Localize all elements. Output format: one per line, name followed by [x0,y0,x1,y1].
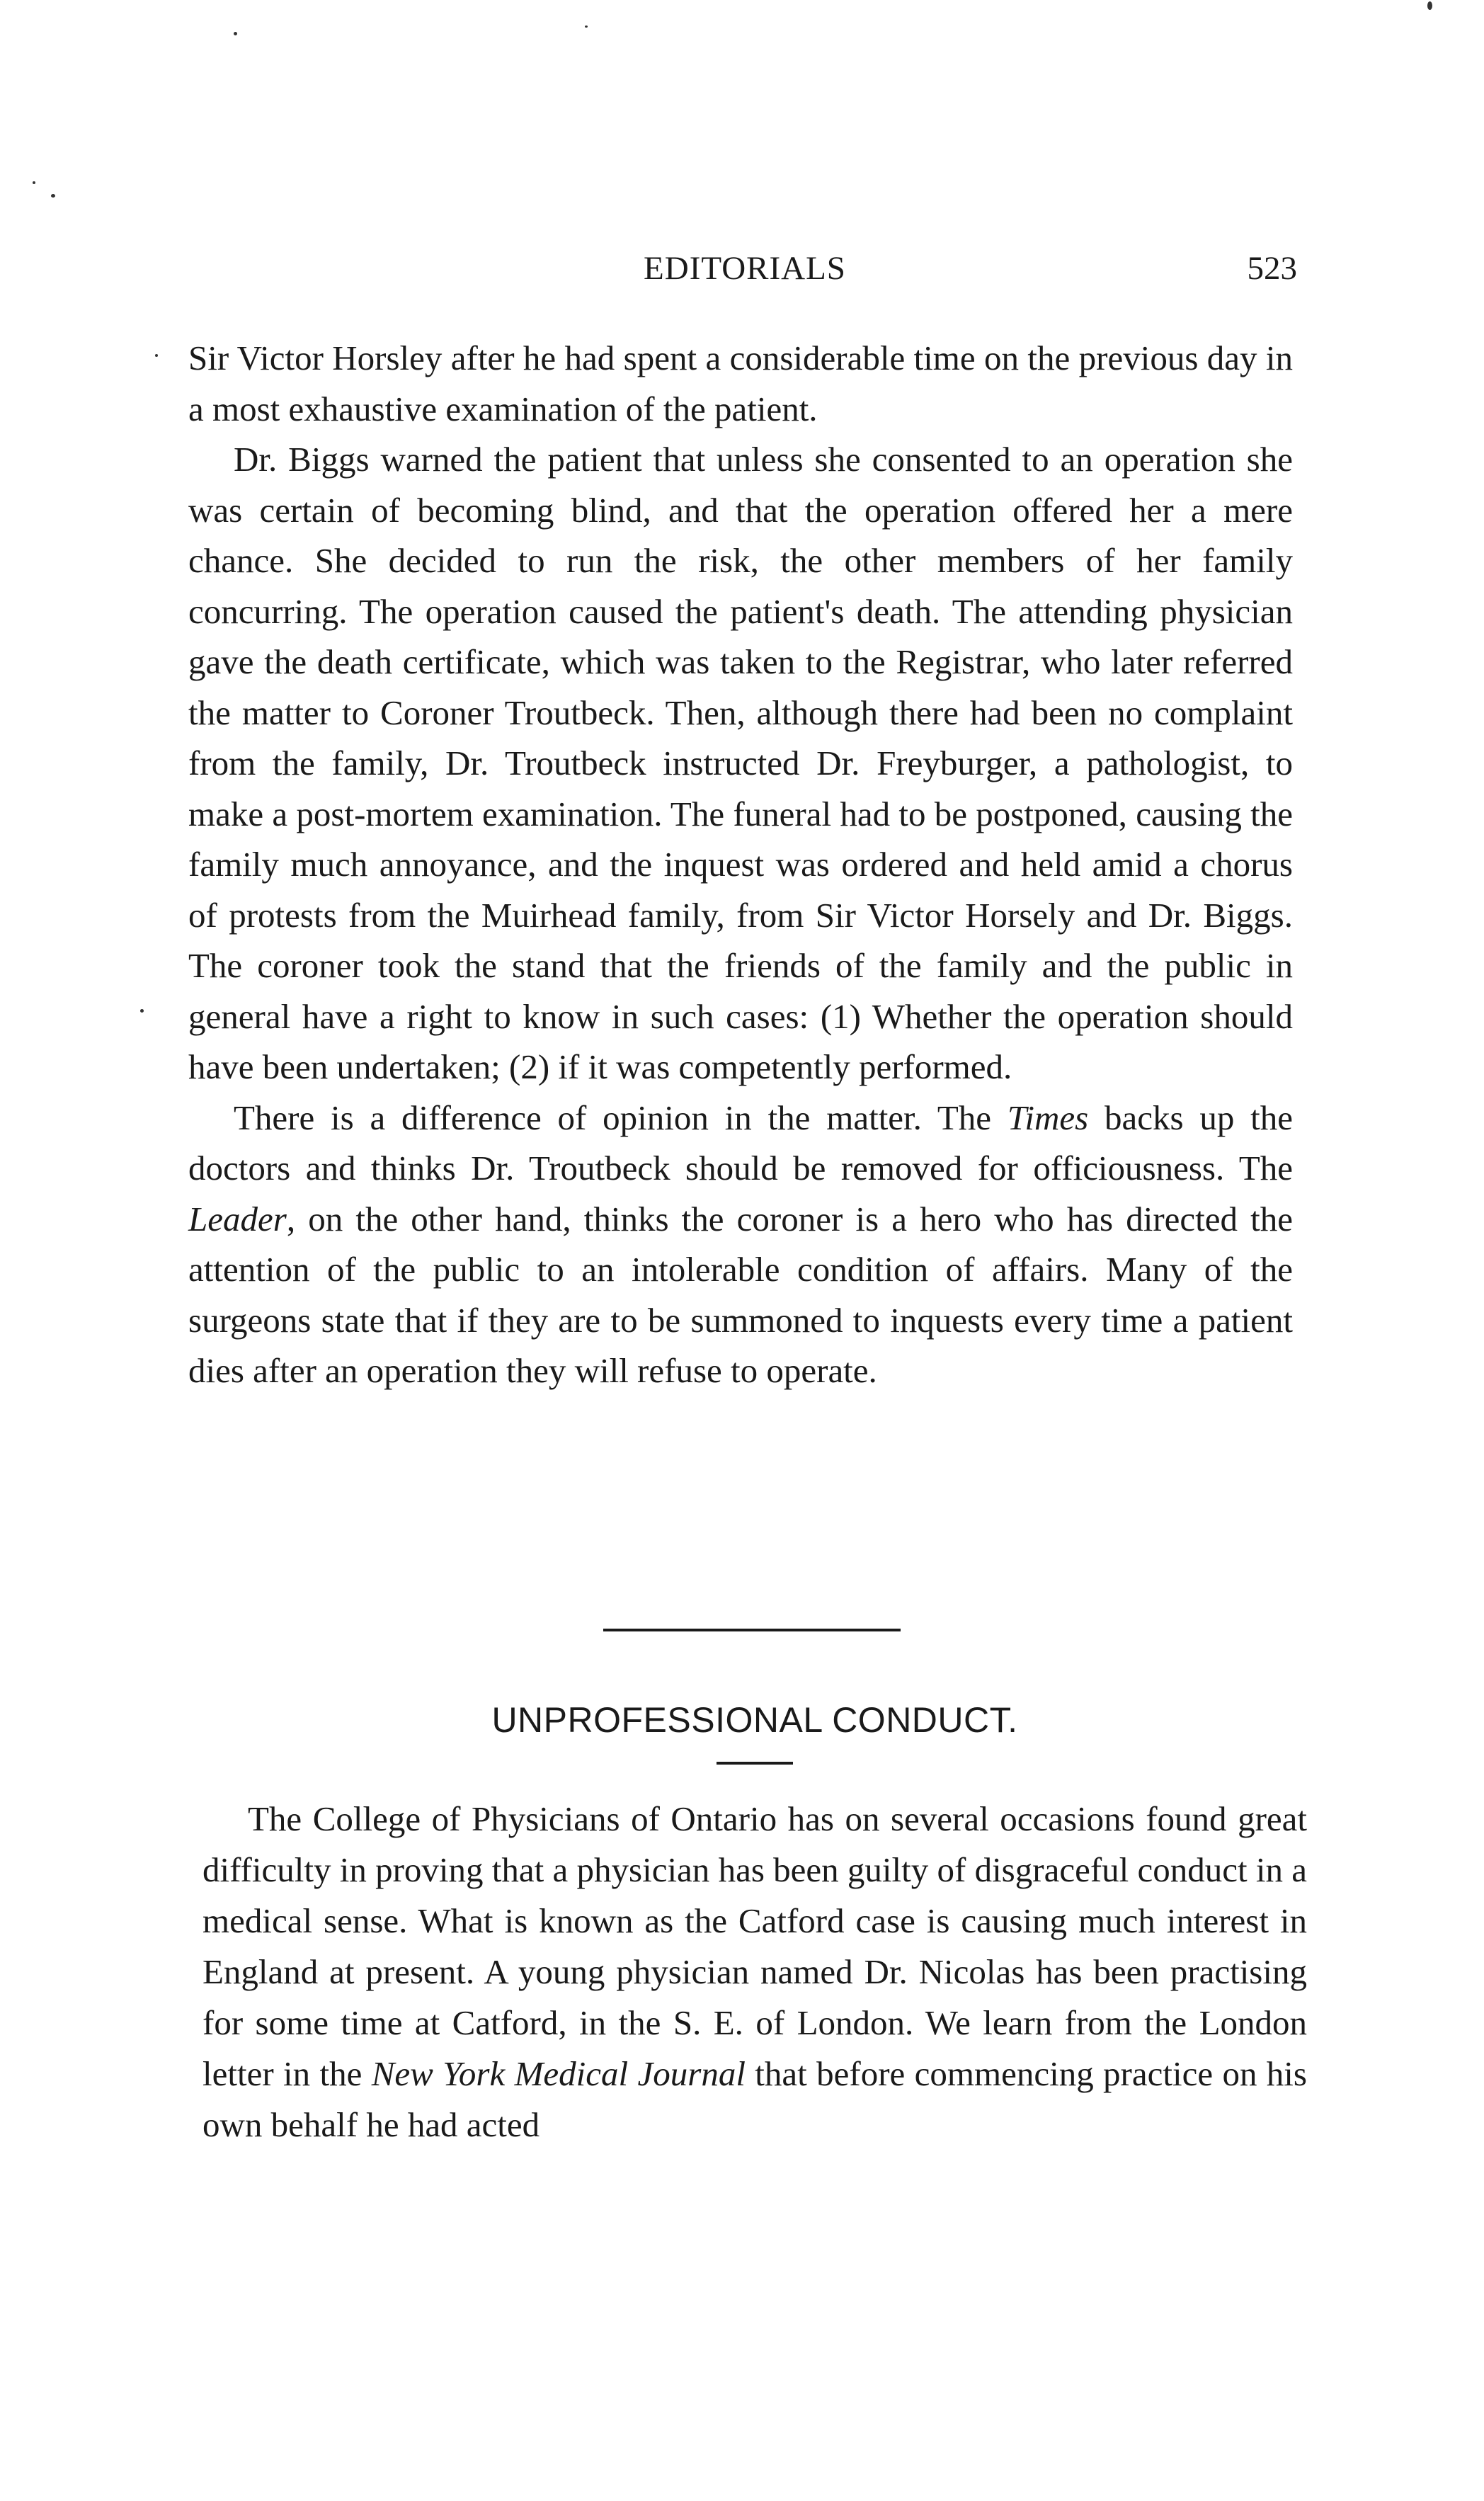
journal-title: New York Medical Journal [371,2054,746,2093]
text-run: There is a difference of opinion in the matter. The [234,1098,1008,1137]
page-header [193,249,1297,299]
running-head: EDITORIALS [644,250,846,287]
scan-speck [155,354,158,357]
editorial-continuation [188,333,1293,1396]
newspaper-title: Leader [188,1199,287,1238]
section-body [202,1794,1307,2150]
newspaper-title: Times [1007,1098,1089,1137]
text-run: that before commencing practice on his own behalf he had acted [202,2054,1307,2144]
scan-speck [33,181,35,184]
paragraph: Dr. Biggs warned the patient that unless she consented to an operation she was certain of becoming blind, and that the operation offered her a mere chance. She decided to run the risk, the other members of her family concurring. The operation caused the patient's death. The attending physician gave the death certificate, which was taken to the Registrar, who later referred the matter to Coroner Troutbeck. Then, although there had been no complaint from the family, Dr. Troutbeck instructed Dr. Freyburger, a pathologist, to make a post-mortem examination. The funeral had to be postponed, causing the family much annoyance, and the inquest was ordered and held amid a chorus of protests from the Muirhead family, from Sir Victor Horsely and Dr. Biggs. The coroner took the stand that the friends of the family and the public in general have a right to know in such cases: (1) Whether the operation should have been undertaken; (2) if it was competently performed. [188,440,1293,1086]
text-run: The College of Physicians of Ontario has on several occasions found great difficulty in proving that a physician has been guilty of disgraceful conduct in a medical sense. What is known as the Catford case is causing much interest in England at present. A young physician named Dr. Nicolas has been practising for some time at Catford, in the S. E. of London. We learn from the London letter in the [202,1799,1307,2093]
scan-speck [51,194,55,198]
scan-speck [585,25,588,28]
section-divider [603,1629,901,1631]
paragraph: Sir Victor Horsley after he had spent a considerable time on the previous day in a most exhaustive examination of the patient. [188,338,1293,428]
page-number: 523 [1247,250,1297,287]
scan-speck [1427,1,1432,10]
title-underline [717,1762,793,1765]
paragraph [188,1093,1293,1396]
scan-speck [234,32,237,35]
scan-speck [140,1009,144,1013]
text-run: , on the other hand, thinks the coroner is a hero who has directed the attention of the public to an intolerable condition of affairs. Many of the surgeons state that if they are to be summoned to inquests every time a patient dies after an operation they will refuse to operate. [188,1199,1293,1390]
section-title: UNPROFESSIONAL CONDUCT. [491,1700,1018,1740]
text-run: backs up the doctors and thinks Dr. Troutbeck should be removed for officiousness. The [188,1098,1293,1187]
paragraph [202,1794,1307,2150]
